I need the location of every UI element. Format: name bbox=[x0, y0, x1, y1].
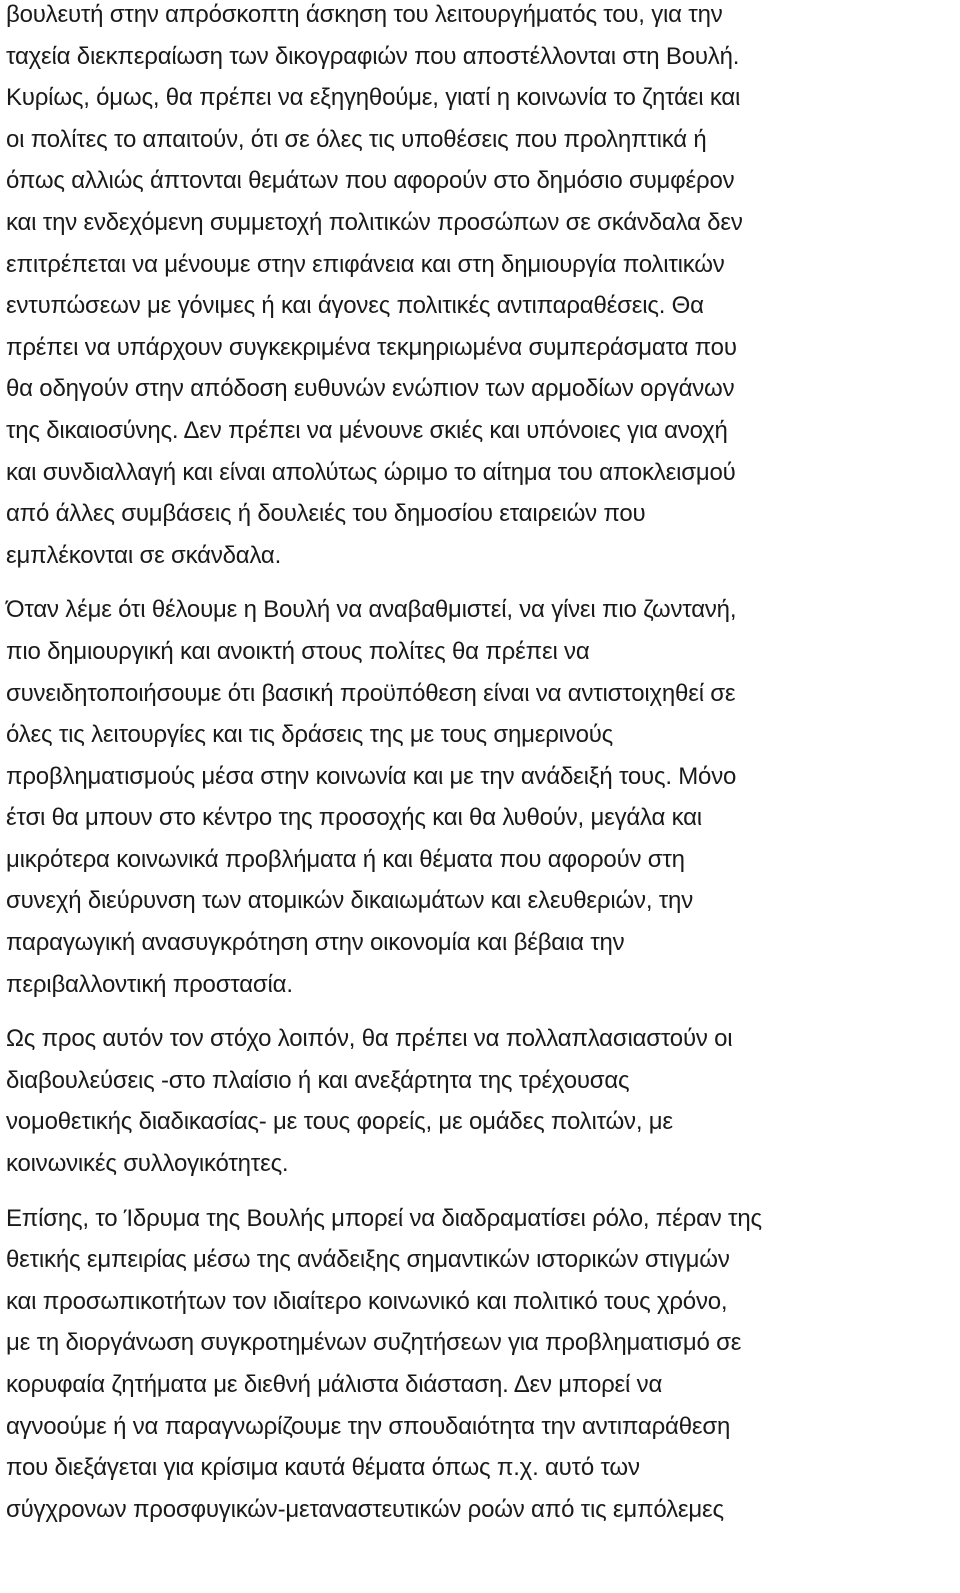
text-line: θα οδηγούν στην απόδοση ευθυνών ενώπιον των αρμοδίων οργάνων bbox=[6, 375, 735, 403]
text-line: αγνοούμε ή να παραγνωρίζουμε την σπουδαιότητα την αντιπαράθεση bbox=[6, 1412, 731, 1440]
text-line: Κυρίως, όμως, θα πρέπει να εξηγηθούμε, γιατί η κοινωνία το ζητάει και bbox=[6, 84, 741, 112]
text-line: εντυπώσεων με γόνιμες ή και άγονες πολιτικές αντιπαραθέσεις. Θα bbox=[6, 292, 704, 320]
text-line: της δικαιοσύνης. Δεν πρέπει να μένουνε σκιές και υπόνοιες για ανοχή bbox=[6, 416, 728, 444]
paragraph-spacing bbox=[6, 576, 956, 589]
text-line: και προσωπικοτήτων τον ιδιαίτερο κοινωνικό και πολιτικό τους χρόνο, bbox=[6, 1287, 728, 1315]
text-line: και την ενδεχόμενη συμμετοχή πολιτικών προσώπων σε σκάνδαλα δεν bbox=[6, 208, 743, 236]
text-line: έτσι θα μπουν στο κέντρο της προσοχής και θα λυθούν, μεγάλα και bbox=[6, 804, 702, 832]
text-line: πιο δημιουργική και ανοικτή στους πολίτες θα πρέπει να bbox=[6, 637, 590, 665]
text-line: που διεξάγεται για κρίσιμα καυτά θέματα όπως π.χ. αυτό των bbox=[6, 1454, 640, 1482]
text-line: περιβαλλοντική προστασία. bbox=[6, 970, 293, 998]
paragraph-4 bbox=[6, 1198, 956, 1531]
paragraph-1 bbox=[6, 0, 956, 576]
document-page bbox=[6, 0, 956, 1530]
text-line: με τη διοργάνωση συγκροτημένων συζητήσεων για προβληματισμό σε bbox=[6, 1329, 742, 1357]
text-line: ταχεία διεκπεραίωση των δικογραφιών που αποστέλλονται στη Βουλή. bbox=[6, 42, 740, 70]
paragraph-2 bbox=[6, 589, 956, 1005]
text-line: από άλλες συμβάσεις ή δουλειές του δημοσίου εταιρειών που bbox=[6, 500, 646, 528]
text-line: μικρότερα κοινωνικά προβλήματα ή και θέματα που αφορούν στη bbox=[6, 845, 685, 873]
text-line: Επίσης, το Ίδρυμα της Βουλής μπορεί να διαδραματίσει ρόλο, πέραν της bbox=[6, 1204, 762, 1232]
paragraph-spacing bbox=[6, 1005, 956, 1018]
paragraph-spacing bbox=[6, 1185, 956, 1198]
text-line: παραγωγική ανασυγκρότηση στην οικονομία και βέβαια την bbox=[6, 929, 625, 957]
text-line: όλες τις λειτουργίες και τις δράσεις της με τους σημερινούς bbox=[6, 721, 614, 749]
text-line: νομοθετικής διαδικασίας- με τους φορείς, με ομάδες πολιτών, με bbox=[6, 1108, 673, 1136]
text-line: σύγχρονων προσφυγικών-μεταναστευτικών ροών από τις εμπόλεμες bbox=[6, 1495, 724, 1523]
text-line: βουλευτή στην απρόσκοπτη άσκηση του λειτουργήματός του, για την bbox=[6, 1, 723, 28]
text-line: οι πολίτες το απαιτούν, ότι σε όλες τις υποθέσεις που προληπτικά ή bbox=[6, 125, 707, 153]
text-line: θετικής εμπειρίας μέσω της ανάδειξης σημαντικών ιστορικών στιγμών bbox=[6, 1246, 730, 1274]
text-line: κορυφαία ζητήματα με διεθνή μάλιστα διάσταση. Δεν μπορεί να bbox=[6, 1371, 663, 1398]
text-line: συνεχή διεύρυνση των ατομικών δικαιωμάτων και ελευθεριών, την bbox=[6, 887, 693, 915]
text-line: όπως αλλιώς άπτονται θεμάτων που αφορούν στο δημόσιο συμφέρον bbox=[6, 167, 735, 195]
text-line: πρέπει να υπάρχουν συγκεκριμένα τεκμηριωμένα συμπεράσματα που bbox=[6, 333, 737, 361]
text-line: προβληματισμούς μέσα στην κοινωνία και με την ανάδειξή τους. Μόνο bbox=[6, 762, 737, 790]
text-line: διαβουλεύσεις -στο πλαίσιο ή και ανεξάρτητα της τρέχουσας bbox=[6, 1066, 630, 1094]
text-line: Ως προς αυτόν τον στόχο λοιπόν, θα πρέπει να πολλαπλασιαστούν οι bbox=[6, 1025, 733, 1053]
text-line: συνειδητοποιήσουμε ότι βασική προϋπόθεση είναι να αντιστοιχηθεί σε bbox=[6, 679, 736, 707]
text-line: επιτρέπεται να μένουμε στην επιφάνεια και στη δημιουργία πολιτικών bbox=[6, 250, 725, 278]
text-line: εμπλέκονται σε σκάνδαλα. bbox=[6, 541, 282, 569]
text-line: και συνδιαλλαγή και είναι απολύτως ώριμο το αίτημα του αποκλεισμού bbox=[6, 458, 736, 486]
text-line: Όταν λέμε ότι θέλουμε η Βουλή να αναβαθμιστεί, να γίνει πιο ζωντανή, bbox=[6, 596, 737, 624]
paragraph-3 bbox=[6, 1018, 956, 1184]
text-line: κοινωνικές συλλογικότητες. bbox=[6, 1150, 289, 1178]
